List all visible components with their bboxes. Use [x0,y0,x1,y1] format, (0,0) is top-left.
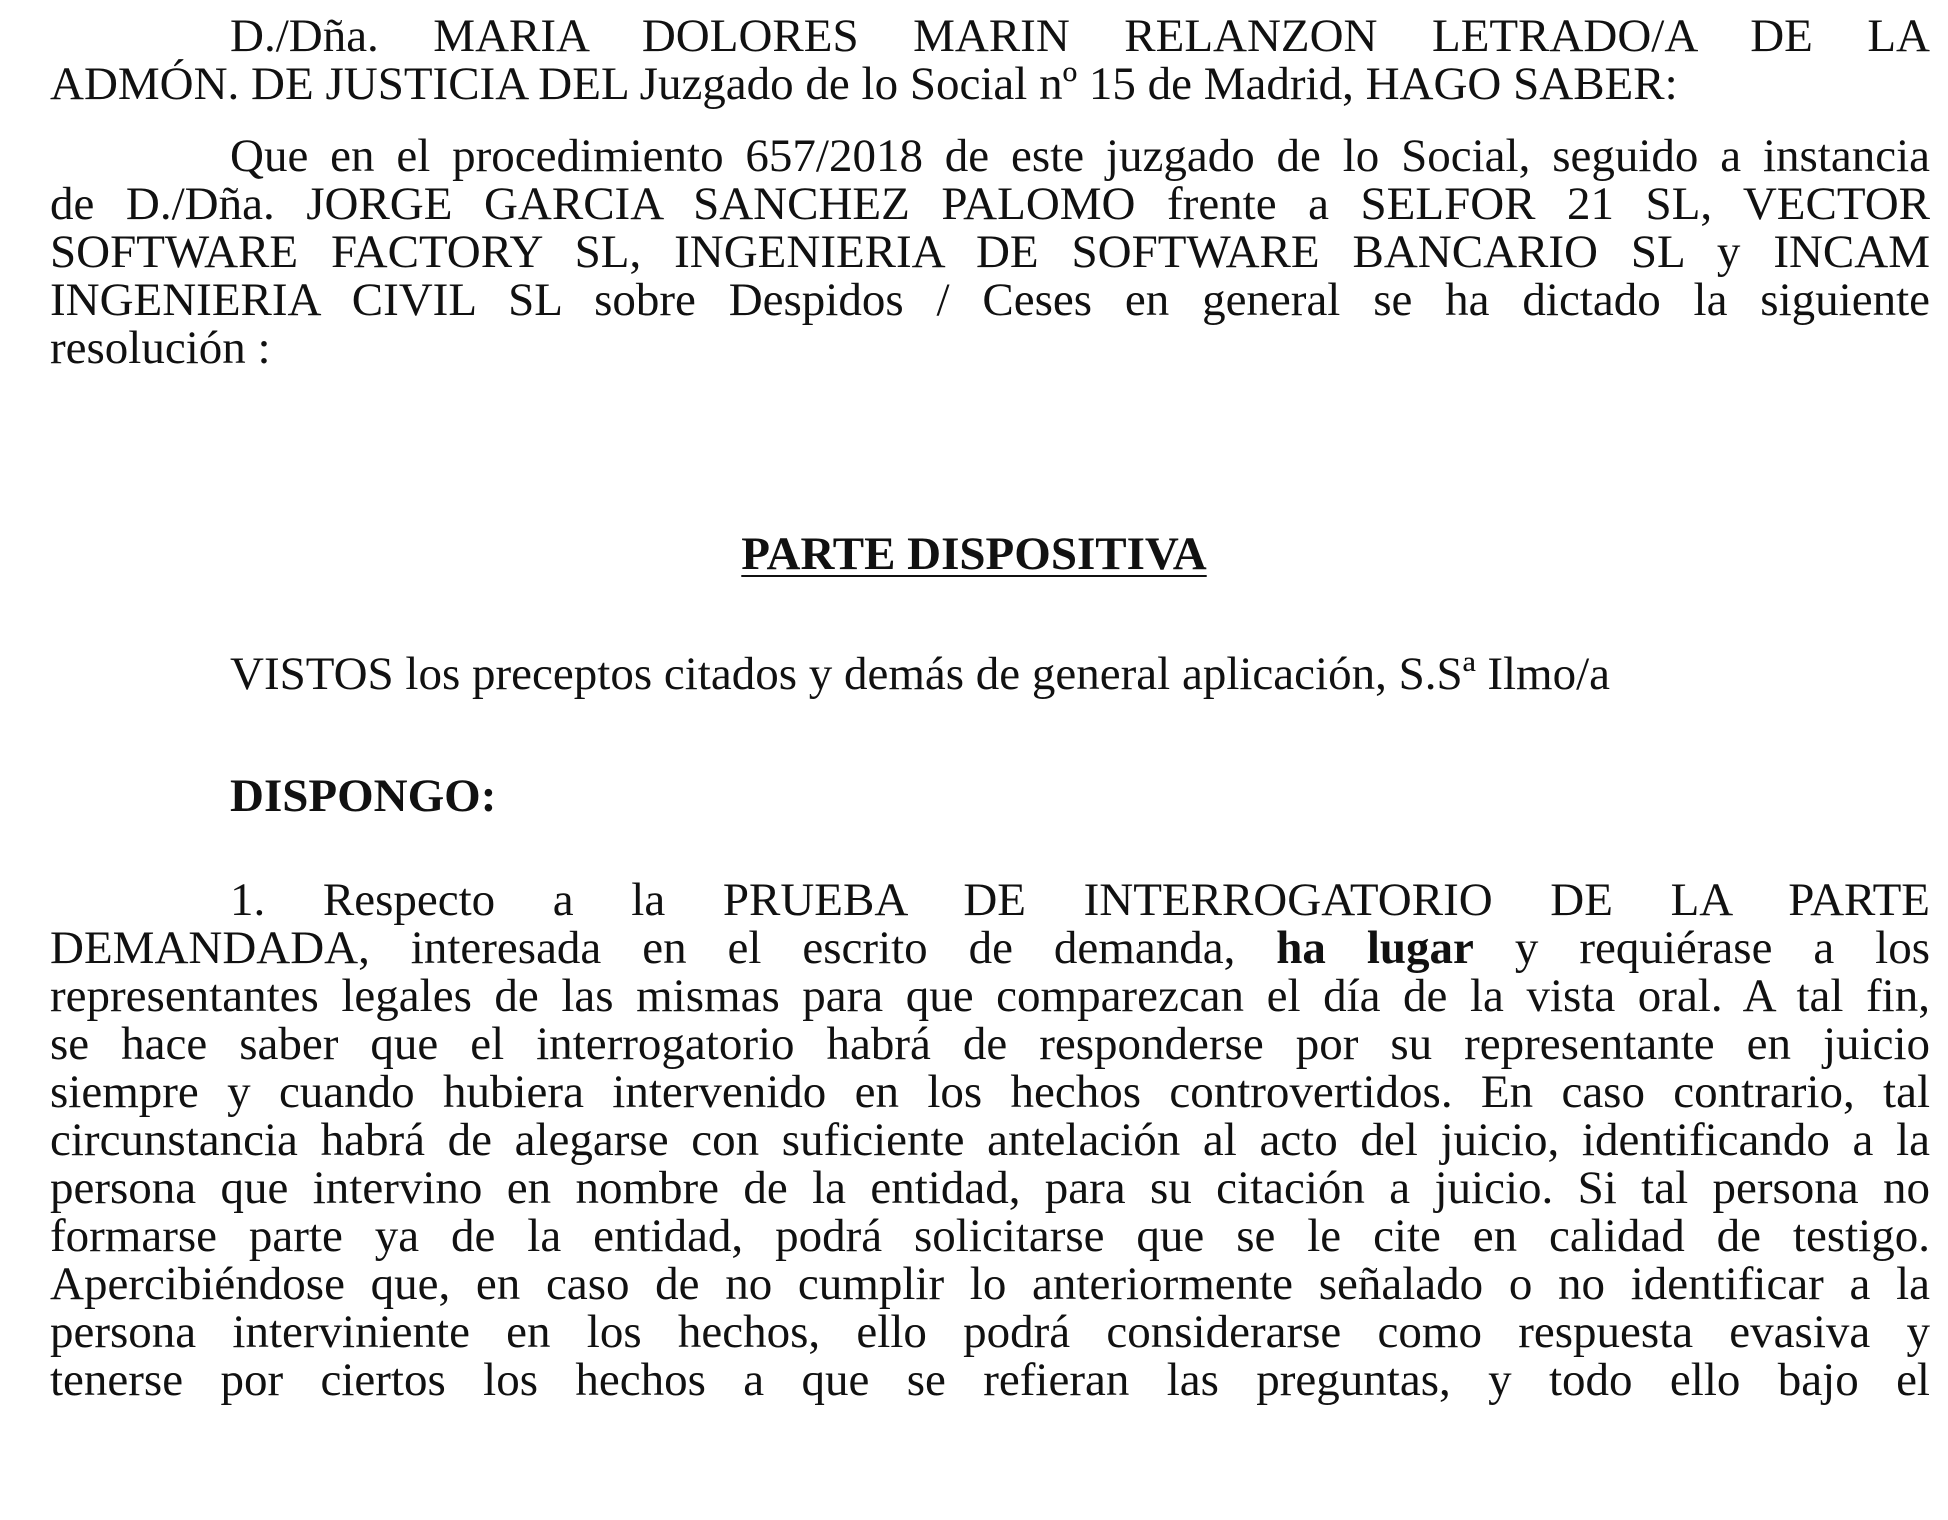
dispongo-heading: DISPONGO: [230,770,497,822]
header-line: ADMÓN. DE JUSTICIA DEL Juzgado de lo Social nº 15 de Madrid, HAGO SABER: [50,58,1678,110]
intro-line: de D./Dña. JORGE GARCIA SANCHEZ PALOMO frente a SELFOR 21 SL, VECTOR [50,178,1930,230]
header-line: D./Dña. MARIA DOLORES MARIN RELANZON LETRADO/A DE LA [230,10,1930,62]
point-1-line: persona interviniente en los hechos, ello podrá considerarse como respuesta evasiva y [50,1306,1930,1358]
intro-line: resolución : [50,322,271,374]
point-1-line: persona que intervino en nombre de la entidad, para su citación a juicio. Si tal persona no [50,1162,1930,1214]
point-1-line: formarse parte ya de la entidad, podrá solicitarse que se le cite en calidad de testigo. [50,1210,1930,1262]
ha-lugar-bold: ha lugar [1276,922,1474,974]
point-1-text: y requiérase a los [1514,922,1931,974]
point-1-line: se hace saber que el interrogatorio habrá de responderse por su representante en juicio [50,1018,1930,1070]
point-1-line [50,924,1930,972]
section-title: PARTE DISPOSITIVA [741,528,1207,580]
intro-line: Que en el procedimiento 657/2018 de este juzgado de lo Social, seguido a instancia [230,130,1930,182]
point-1-line: circunstancia habrá de alegarse con suficiente antelación al acto del juicio, identificando a la [50,1114,1930,1166]
point-1-paragraph [50,876,1930,1404]
point-1-line: Apercibiéndose que, en caso de no cumplir lo anteriormente señalado o no identificar a la [50,1258,1930,1310]
point-1-line: representantes legales de las mismas para que comparezcan el día de la vista oral. A tal fin, [50,970,1930,1022]
point-1-line: 1. Respecto a la PRUEBA DE INTERROGATORIO DE LA PARTE [230,874,1930,926]
intro-paragraph [50,132,1930,372]
intro-line: INGENIERIA CIVIL SL sobre Despidos / Ceses en general se ha dictado la siguiente [50,274,1930,326]
vistos-line: VISTOS los preceptos citados y demás de general aplicación, S.Sª Ilmo/a [230,648,1611,700]
point-1-line: tenerse por ciertos los hechos a que se refieran las preguntas, y todo ello bajo el [50,1354,1930,1406]
intro-line: SOFTWARE FACTORY SL, INGENIERIA DE SOFTWARE BANCARIO SL y INCAM [50,226,1930,278]
point-1-text: DEMANDADA, interesada en el escrito de demanda, [50,922,1236,974]
point-1-line: siempre y cuando hubiera intervenido en los hechos controvertidos. En caso contrario, tal [50,1066,1930,1118]
header-paragraph [50,12,1930,108]
